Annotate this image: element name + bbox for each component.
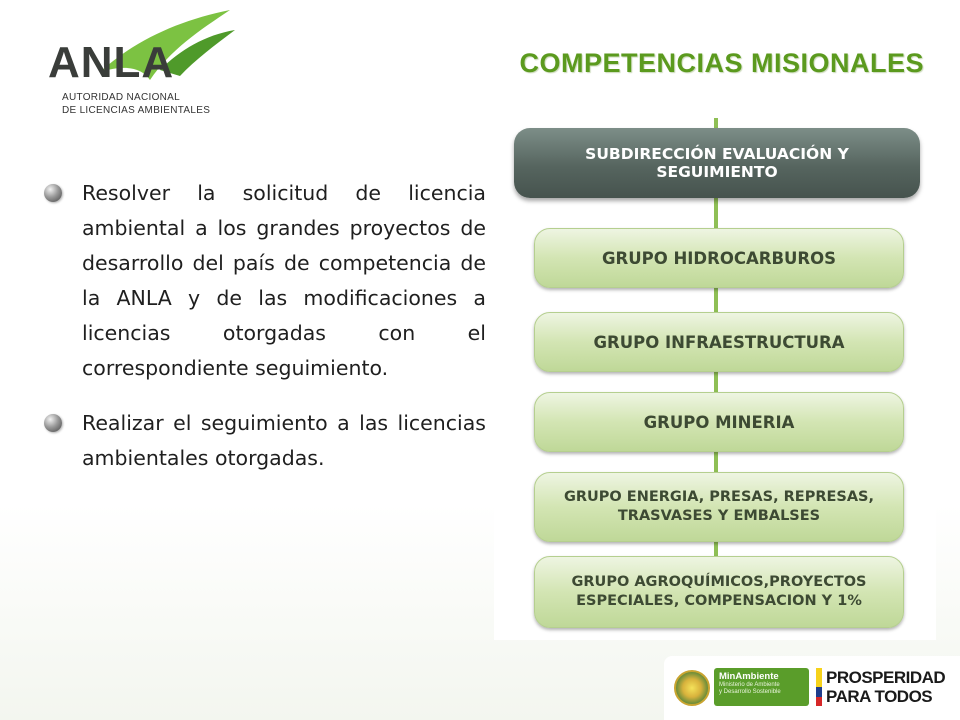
org-group-box: GRUPO AGROQUÍMICOS,PROYECTOS ESPECIALES, COMPENSACION Y 1% (534, 556, 904, 628)
ministry-subtitle-1: Ministerio de Ambiente (719, 682, 780, 688)
ministry-subtitle-2: y Desarrollo Sostenible (719, 689, 781, 695)
logo-wordmark: ANLA (48, 38, 175, 87)
footer-logos (664, 656, 960, 720)
minambiente-logo (714, 668, 809, 706)
prosperidad-logo (826, 668, 945, 706)
logo-subtitle-line1: AUTORIDAD NACIONAL (62, 92, 181, 103)
org-head-box: SUBDIRECCIÓN EVALUACIÓN Y SEGUIMIENTO (514, 128, 920, 198)
bullet-list (44, 176, 486, 496)
slogan-line1: PROSPERIDAD (826, 668, 946, 687)
anla-logo (40, 10, 240, 116)
colombia-seal-icon (674, 670, 710, 706)
bullet-icon (44, 184, 62, 202)
bullet-item (44, 406, 486, 476)
bullet-icon (44, 414, 62, 432)
org-group-box: GRUPO MINERIA (534, 392, 904, 452)
logo-subtitle-line2: DE LICENCIAS AMBIENTALES (62, 105, 211, 116)
org-chart (494, 118, 936, 640)
ministry-name: MinAmbiente (719, 671, 779, 682)
slogan-line2: PARA TODOS (826, 687, 933, 706)
bullet-text: Realizar el seguimiento a las licencias ambientales otorgadas. (82, 411, 486, 470)
org-group-box: GRUPO ENERGIA, PRESAS, REPRESAS, TRASVASES Y EMBALSES (534, 472, 904, 542)
org-group-box: GRUPO INFRAESTRUCTURA (534, 312, 904, 372)
org-group-box: GRUPO HIDROCARBUROS (534, 228, 904, 288)
colombia-flag-icon (816, 668, 822, 706)
slide-title: COMPETENCIAS MISIONALES (519, 48, 924, 78)
bullet-text: Resolver la solicitud de licencia ambiental a los grandes proyectos de desarrollo del país de competencia de la ANLA y de las modificaciones a licencias otorgadas con el correspondiente seguimiento. (82, 181, 486, 380)
bullet-item (44, 176, 486, 386)
